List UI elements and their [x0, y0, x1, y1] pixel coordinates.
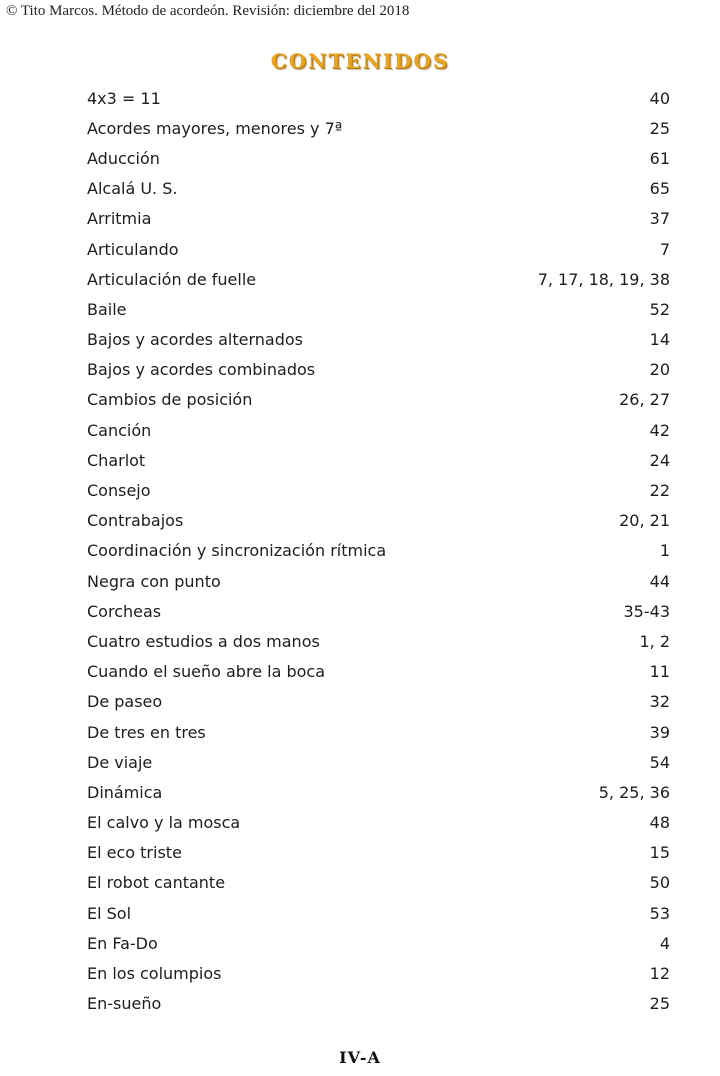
toc-entry — [87, 174, 670, 204]
toc-entry — [87, 989, 670, 1019]
toc-entry-pages: 37 — [649, 209, 670, 229]
toc-entry-pages: 48 — [649, 813, 670, 833]
toc-entry-pages: 52 — [649, 299, 670, 319]
toc-entry-pages: 39 — [649, 722, 670, 742]
toc-entry — [87, 868, 670, 898]
toc-entry — [87, 687, 670, 717]
toc-entry-pages: 54 — [649, 752, 670, 772]
toc-entry-pages: 40 — [649, 88, 670, 108]
toc-entry — [87, 234, 670, 264]
toc-entry-title: Coordinación y sincronización rítmica — [87, 541, 387, 561]
toc-entry-pages: 50 — [649, 873, 670, 893]
toc-entry — [87, 928, 670, 958]
toc-entry-pages: 65 — [649, 179, 670, 199]
toc-entry-title: De viaje — [87, 752, 153, 772]
toc-entry — [87, 143, 670, 173]
toc-entry — [87, 657, 670, 687]
toc-entry-title: Charlot — [87, 450, 146, 470]
toc-entry-pages: 22 — [649, 481, 670, 501]
toc-entry-title: Bajos y acordes alternados — [87, 330, 303, 350]
toc-entry-title: Arritmia — [87, 209, 152, 229]
toc-entry-pages: 26, 27 — [619, 390, 670, 410]
toc-entry-title: De tres en tres — [87, 722, 206, 742]
toc-entry — [87, 83, 670, 113]
toc-entry — [87, 415, 670, 445]
toc-entry-title: En Fa-Do — [87, 933, 158, 953]
toc-entry-title: Bajos y acordes combinados — [87, 360, 316, 380]
toc-entry-pages: 1, 2 — [639, 631, 670, 651]
toc-entry — [87, 506, 670, 536]
toc-entry-title: El robot cantante — [87, 873, 226, 893]
toc-entry-pages: 20, 21 — [619, 511, 670, 531]
toc-entry — [87, 808, 670, 838]
toc-entry — [87, 777, 670, 807]
toc-entry-title: 4x3 = 11 — [87, 88, 161, 108]
toc-entry-pages: 25 — [649, 994, 670, 1014]
toc-entry-pages: 32 — [649, 692, 670, 712]
toc-entry — [87, 838, 670, 868]
toc-entry-title: Alcalá U. S. — [87, 179, 178, 199]
toc-entry-title: Dinámica — [87, 782, 163, 802]
toc-entry-pages: 15 — [649, 843, 670, 863]
toc-entry-title: Baile — [87, 299, 127, 319]
toc-entry — [87, 596, 670, 626]
toc-entry-title: Cuando el sueño abre la boca — [87, 662, 325, 682]
toc-entry-pages: 1 — [659, 541, 670, 561]
toc-entry-pages: 35-43 — [623, 601, 670, 621]
toc-entry — [87, 113, 670, 143]
toc-entry — [87, 566, 670, 596]
toc-entry-title: El Sol — [87, 903, 132, 923]
toc-entry-title: Contrabajos — [87, 511, 184, 531]
toc-entry-title: El eco triste — [87, 843, 182, 863]
toc-entry-title: Consejo — [87, 481, 151, 501]
toc-entry-title: Negra con punto — [87, 571, 221, 591]
toc-entry-pages: 42 — [649, 420, 670, 440]
toc-entry-pages: 7 — [659, 239, 670, 259]
page-number: IV-A — [339, 1048, 381, 1067]
toc-entry — [87, 204, 670, 234]
toc-entry-title: Canción — [87, 420, 152, 440]
toc-entry-pages: 44 — [649, 571, 670, 591]
toc-entry-pages: 5, 25, 36 — [598, 782, 670, 802]
toc-entry-pages: 61 — [649, 148, 670, 168]
toc-entry-pages: 24 — [649, 450, 670, 470]
toc-entry-pages: 20 — [649, 360, 670, 380]
toc-entry-pages: 25 — [649, 118, 670, 138]
toc-entry-title: Cuatro estudios a dos manos — [87, 631, 320, 651]
toc-entry-title: Acordes mayores, menores y 7ª — [87, 118, 343, 138]
toc-entry-pages: 11 — [649, 662, 670, 682]
toc-entry-title: El calvo y la mosca — [87, 813, 241, 833]
toc-entry-pages: 12 — [649, 964, 670, 984]
toc-entry-title: Corcheas — [87, 601, 162, 621]
copyright-header: © Tito Marcos. Método de acordeón. Revisión: diciembre del 2018 — [6, 3, 410, 19]
toc-entry — [87, 475, 670, 505]
toc-entry — [87, 355, 670, 385]
toc-entry — [87, 626, 670, 656]
toc-entry — [87, 294, 670, 324]
toc-entry — [87, 898, 670, 928]
toc-entry-title: En los columpios — [87, 964, 222, 984]
toc-entry — [87, 445, 670, 475]
toc-entry-title: Cambios de posición — [87, 390, 253, 410]
toc-entry-pages: 14 — [649, 330, 670, 350]
page-title: contenidos — [270, 42, 450, 75]
toc-entry — [87, 536, 670, 566]
toc-entry — [87, 264, 670, 294]
toc-entry-pages: 53 — [649, 903, 670, 923]
toc-entry — [87, 325, 670, 355]
toc-entry-title: Aducción — [87, 148, 160, 168]
toc-entry-pages: 7, 17, 18, 19, 38 — [537, 269, 670, 289]
table-of-contents — [87, 83, 670, 1019]
toc-entry — [87, 717, 670, 747]
toc-entry-title: De paseo — [87, 692, 163, 712]
toc-entry — [87, 747, 670, 777]
toc-entry-title: Articulación de fuelle — [87, 269, 257, 289]
toc-entry-pages: 4 — [659, 933, 670, 953]
toc-entry-title: En-sueño — [87, 994, 162, 1014]
toc-entry — [87, 958, 670, 988]
toc-entry-title: Articulando — [87, 239, 179, 259]
toc-entry — [87, 385, 670, 415]
